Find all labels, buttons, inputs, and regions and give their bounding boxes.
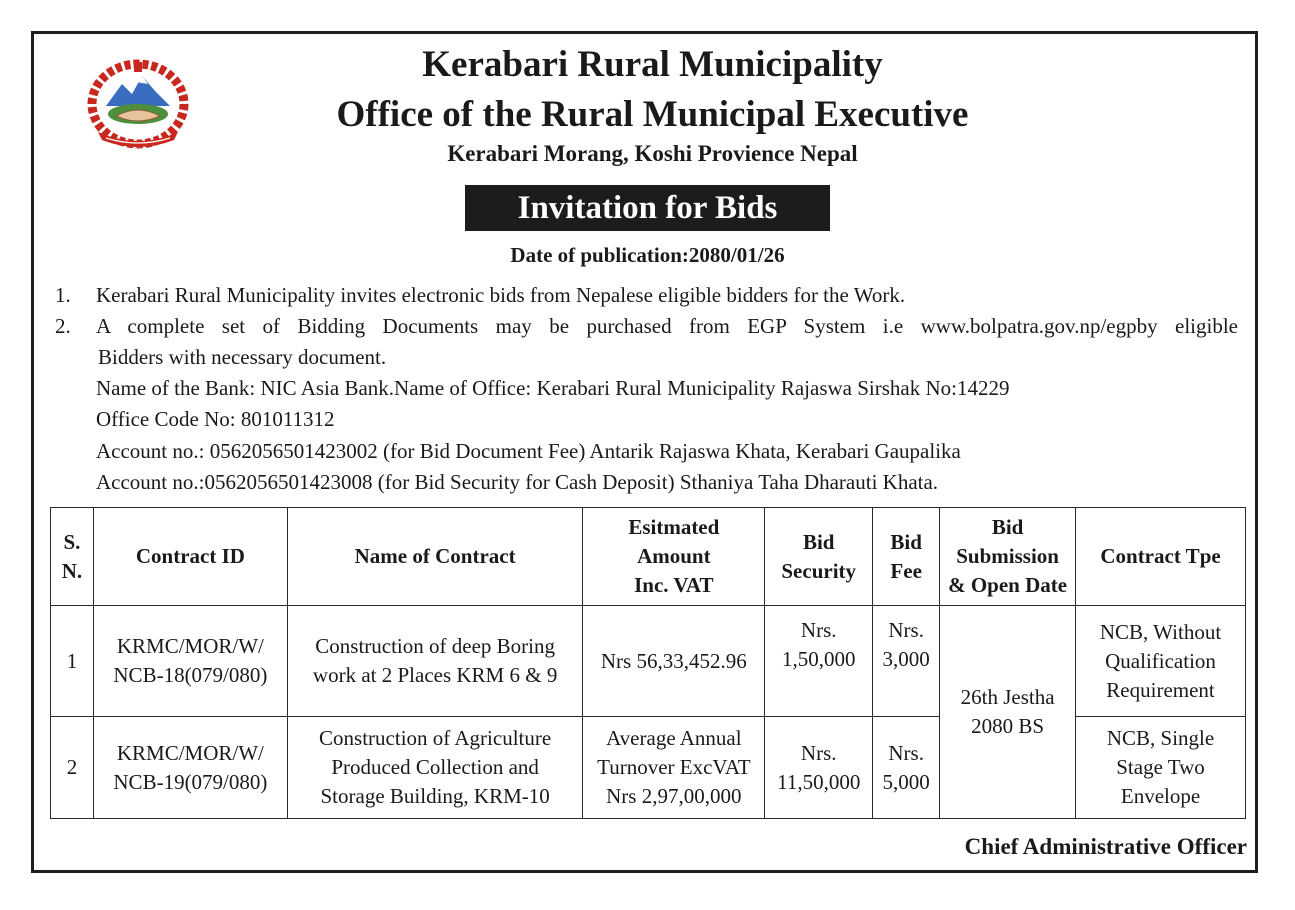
cell-sn: 2 (51, 717, 94, 819)
header-contract-type: Contract Tpe (1076, 508, 1246, 606)
office-code: Office Code No: 801011312 (96, 407, 335, 431)
cell-contract-id: KRMC/MOR/W/ NCB-18(079/080) (93, 606, 287, 717)
address-line: Kerabari Morang, Koshi Provience Nepal (447, 141, 858, 166)
item-text-2-line-1: A complete set of Bidding Documents may be purchased from EGP System i.e www.bolpatra.gov.np/egpby eligible (96, 314, 1238, 338)
cell-submission-date: 26th Jestha 2080 BS (940, 606, 1076, 819)
cell-contract-name: Construction of Agriculture Produced Collection and Storage Building, KRM-10 (287, 717, 583, 819)
header-estimated-amount: Esitmated Amount Inc. VAT (583, 508, 765, 606)
cell-bid-fee: Nrs. 5,000 (873, 717, 940, 819)
header-submission-date: Bid Submission & Open Date (940, 508, 1076, 606)
cell-contract-type: NCB, Without Qualification Requirement (1076, 606, 1246, 717)
municipality-title: Kerabari Rural Municipality (422, 44, 883, 85)
header-contract-id: Contract ID (93, 508, 287, 606)
header-sn: S. N. (51, 508, 94, 606)
item-text-1: Kerabari Rural Municipality invites electronic bids from Nepalese eligible bidders for the Work. (96, 283, 906, 307)
table-row (51, 606, 1246, 717)
item-text-2-line-2: Bidders with necessary document. (98, 345, 387, 369)
account-bid-security: Account no.:0562056501423008 (for Bid Security for Cash Deposit) Sthaniya Taha Dharauti Khata. (96, 470, 939, 494)
publication-date: Date of publication:2080/01/26 (510, 243, 785, 267)
cell-estimated-amount: Average Annual Turnover ExcVAT Nrs 2,97,00,000 (583, 717, 765, 819)
signoff: Chief Administrative Officer (964, 834, 1247, 859)
office-title: Office of the Rural Municipal Executive (336, 94, 969, 135)
header-bid-security: Bid Security (765, 508, 873, 606)
cell-bid-security: Nrs. 11,50,000 (765, 717, 873, 819)
nepal-government-emblem-icon (84, 54, 192, 150)
table-header-row (51, 508, 1246, 606)
cell-contract-name: Construction of deep Boring work at 2 Places KRM 6 & 9 (287, 606, 583, 717)
account-bid-fee: Account no.: 0562056501423002 (for Bid Document Fee) Antarik Rajaswa Khata, Kerabari Gaupalika (96, 439, 961, 463)
item-number-2: 2. (55, 314, 71, 338)
cell-contract-type: NCB, Single Stage Two Envelope (1076, 717, 1246, 819)
cell-bid-security: Nrs. 1,50,000 (765, 606, 873, 717)
header-name-of-contract: Name of Contract (287, 508, 583, 606)
item-number-1: 1. (55, 283, 71, 307)
cell-contract-id: KRMC/MOR/W/ NCB-19(079/080) (93, 717, 287, 819)
header-bid-fee: Bid Fee (873, 508, 940, 606)
notice-title-banner: Invitation for Bids (465, 185, 830, 231)
bids-table (50, 507, 1246, 819)
cell-bid-fee: Nrs. 3,000 (873, 606, 940, 717)
bank-line: Name of the Bank: NIC Asia Bank.Name of Office: Kerabari Rural Municipality Rajaswa Sirshak No:14229 (96, 376, 1010, 400)
cell-sn: 1 (51, 606, 94, 717)
cell-estimated-amount: Nrs 56,33,452.96 (583, 606, 765, 717)
